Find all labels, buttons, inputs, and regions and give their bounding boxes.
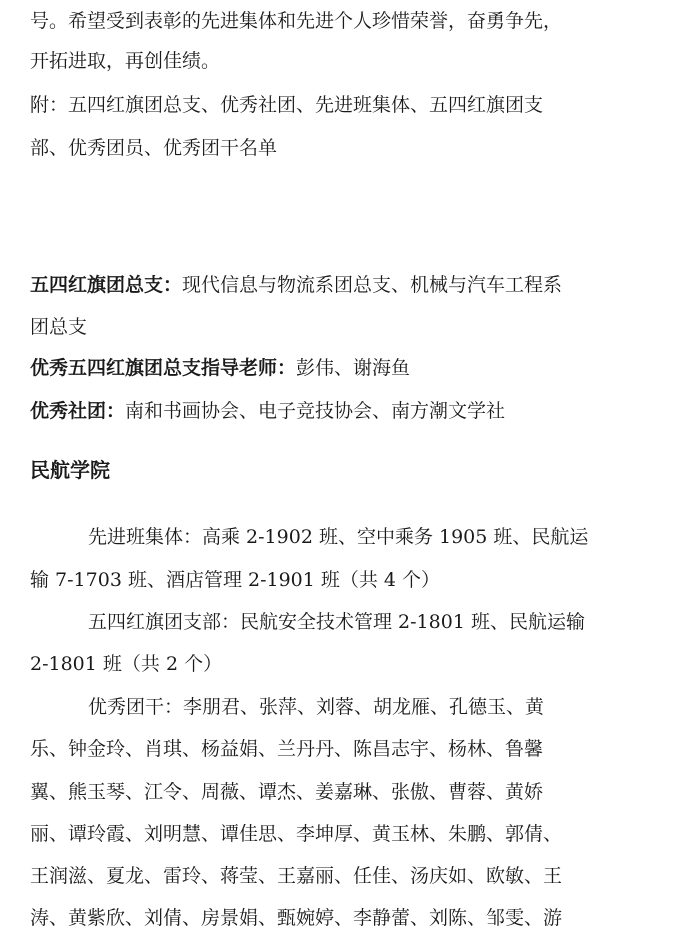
teacher-value: 彭伟、谢海鱼 — [296, 357, 411, 379]
cadre-line-2: 乐、钟金玲、肖琪、杨益娟、兰丹丹、陈昌志宇、杨林、鲁馨 — [30, 738, 544, 760]
class-line-1: 先进班集体：高乘 2-1902 班、空中乘务 1905 班、民航运 — [88, 526, 589, 548]
branch-line-1: 五四红旗团支部：民航安全技术管理 2-1801 班、民航运输 — [88, 611, 585, 633]
cadre-line-4: 丽、谭玲霞、刘明慧、谭佳思、李坤厚、黄玉林、朱鹏、郭倩、 — [30, 823, 563, 845]
club-line — [30, 396, 675, 426]
teacher-line — [30, 353, 675, 383]
teacher-label: 优秀五四红旗团总支指导老师： — [30, 357, 297, 379]
attachment-line-1: 附：五四红旗团总支、优秀社团、先进班集体、五四红旗团支 — [30, 94, 544, 116]
zongzhi-value: 现代信息与物流系团总支、机械与汽车工程系 — [182, 274, 563, 296]
cadre-line-5: 王润滋、夏龙、雷玲、蒋莹、王嘉丽、任佳、汤庆如、欧敏、王 — [30, 865, 563, 887]
intro-line-2: 开拓进取，再创佳绩。 — [30, 50, 221, 72]
cadre-line-6: 涛、黄紫欣、刘倩、房景娟、甄婉婷、李静蕾、刘陈、邹雯、游 — [30, 907, 563, 929]
zongzhi-label: 五四红旗团总支： — [30, 274, 183, 296]
zongzhi-line-1 — [30, 270, 675, 300]
attachment-line-2: 部、优秀团员、优秀团干名单 — [30, 137, 278, 159]
intro-line-1: 号。希望受到表彰的先进集体和先进个人珍惜荣誉，奋勇争先， — [30, 10, 563, 32]
cadre-line-1: 优秀团干：李朋君、张萍、刘蓉、胡龙雁、孔德玉、黄 — [88, 696, 545, 718]
cadre-line-3: 翼、熊玉琴、江令、周薇、谭杰、姜嘉琳、张傲、曹蓉、黄娇 — [30, 781, 544, 803]
class-line-2: 输 7-1703 班、酒店管理 2-1901 班（共 4 个） — [30, 569, 441, 591]
zongzhi-line-2: 团总支 — [30, 316, 88, 338]
college-heading: 民航学院 — [30, 458, 110, 482]
club-label: 优秀社团： — [30, 400, 126, 422]
branch-line-2: 2-1801 班（共 2 个） — [30, 653, 223, 675]
club-value: 南和书画协会、电子竞技协会、南方潮文学社 — [125, 400, 506, 422]
